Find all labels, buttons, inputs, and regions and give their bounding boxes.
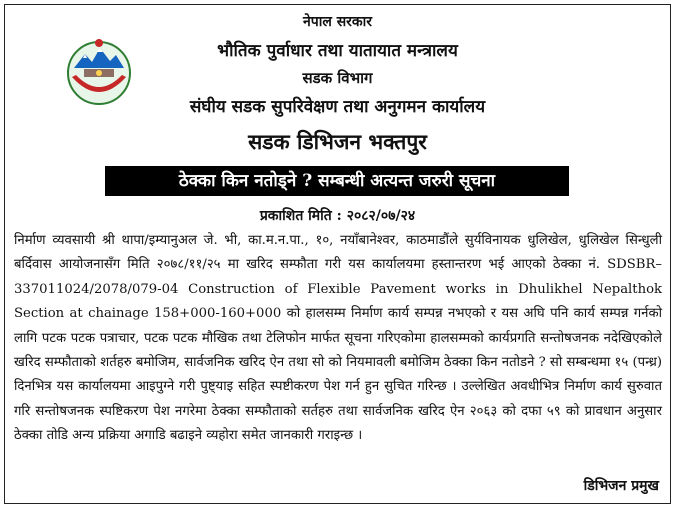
- signature-title: डिभिजन प्रमुख: [583, 478, 659, 494]
- notice-title-banner: ठेक्का किन नतोड्ने ? सम्बन्धी अत्यन्त जरुरी सूचना: [105, 166, 569, 196]
- office-name: संघीय सडक सुपरिवेक्षण तथा अनुगमन कार्यालय: [189, 97, 486, 117]
- division-name: सडक डिभिजन भक्तपुर: [248, 129, 427, 154]
- notice-body: निर्माण व्यवसायी श्री थापा/इम्यानुअल जे. भी, का.म.न.पा., १०, नयाँबानेश्वर, काठमाडौंले सुर्यविनायक धुलिखेल, धुलिखेल सिन्धुली बर्दिवास आयोजनासँग मिति २०७८/११/२५ मा खरिद सम्फौता गरी यस कार्यालयमा हस्तान्तरण भई आएको ठेक्का नं. SDSBR–337011024/2078/079-04 Construction of Flexible Pavement works in Dhulikhel Nepalthok Section at chainage 158+000-160+000 को हालसम्म निर्माण कार्य सम्पन्न नभएको र यस अघि पनि कार्य सम्पन्न गर्नको लागि पटक पटक पत्राचार, पटक पटक मौखिक तथा टेलिफोन मार्फत सूचना गरिएकोमा हालसम्मको कार्यप्रगति सन्तोषजनक नदेखिएकोले खरिद सम्फौताको शर्तहरु बमोजिम, सार्वजनिक खरिद ऐन तथा सो को नियमावली बमोजिम ठेक्का किन नतोडने ? सो सम्बन्धमा १५ (पन्ध्र) दिनभित्र यस कार्यालयमा आइपुग्ने गरी पुष्ट्याइ सहित स्पष्टीकरण पेश गर्न हुन सुचित गरिन्छ । उल्लेखित अवधीभित्र निर्माण कार्य सुरुवात गरि सन्तोषजनक स्पष्टिकरण पेश नगरेमा ठेक्का सम्फौताको सर्तहरु तथा सार्वजनिक खरिद ऐन २०६३ को दफा ५९ को प्रावधान अनुसार ठेक्का तोडि अन्य प्रक्रिया अगाडि बढाइने व्यहोरा समेत जानकारी गराइन्छ ।: [14, 233, 662, 444]
- government-name: नेपाल सरकार: [302, 14, 372, 30]
- published-date: प्रकाशित मिति : २०८२/०७/२४: [259, 208, 416, 224]
- department-name: सडक विभाग: [302, 69, 373, 87]
- ministry-name: भौतिक पुर्वाधार तथा यातायात मन्त्रालय: [217, 41, 458, 61]
